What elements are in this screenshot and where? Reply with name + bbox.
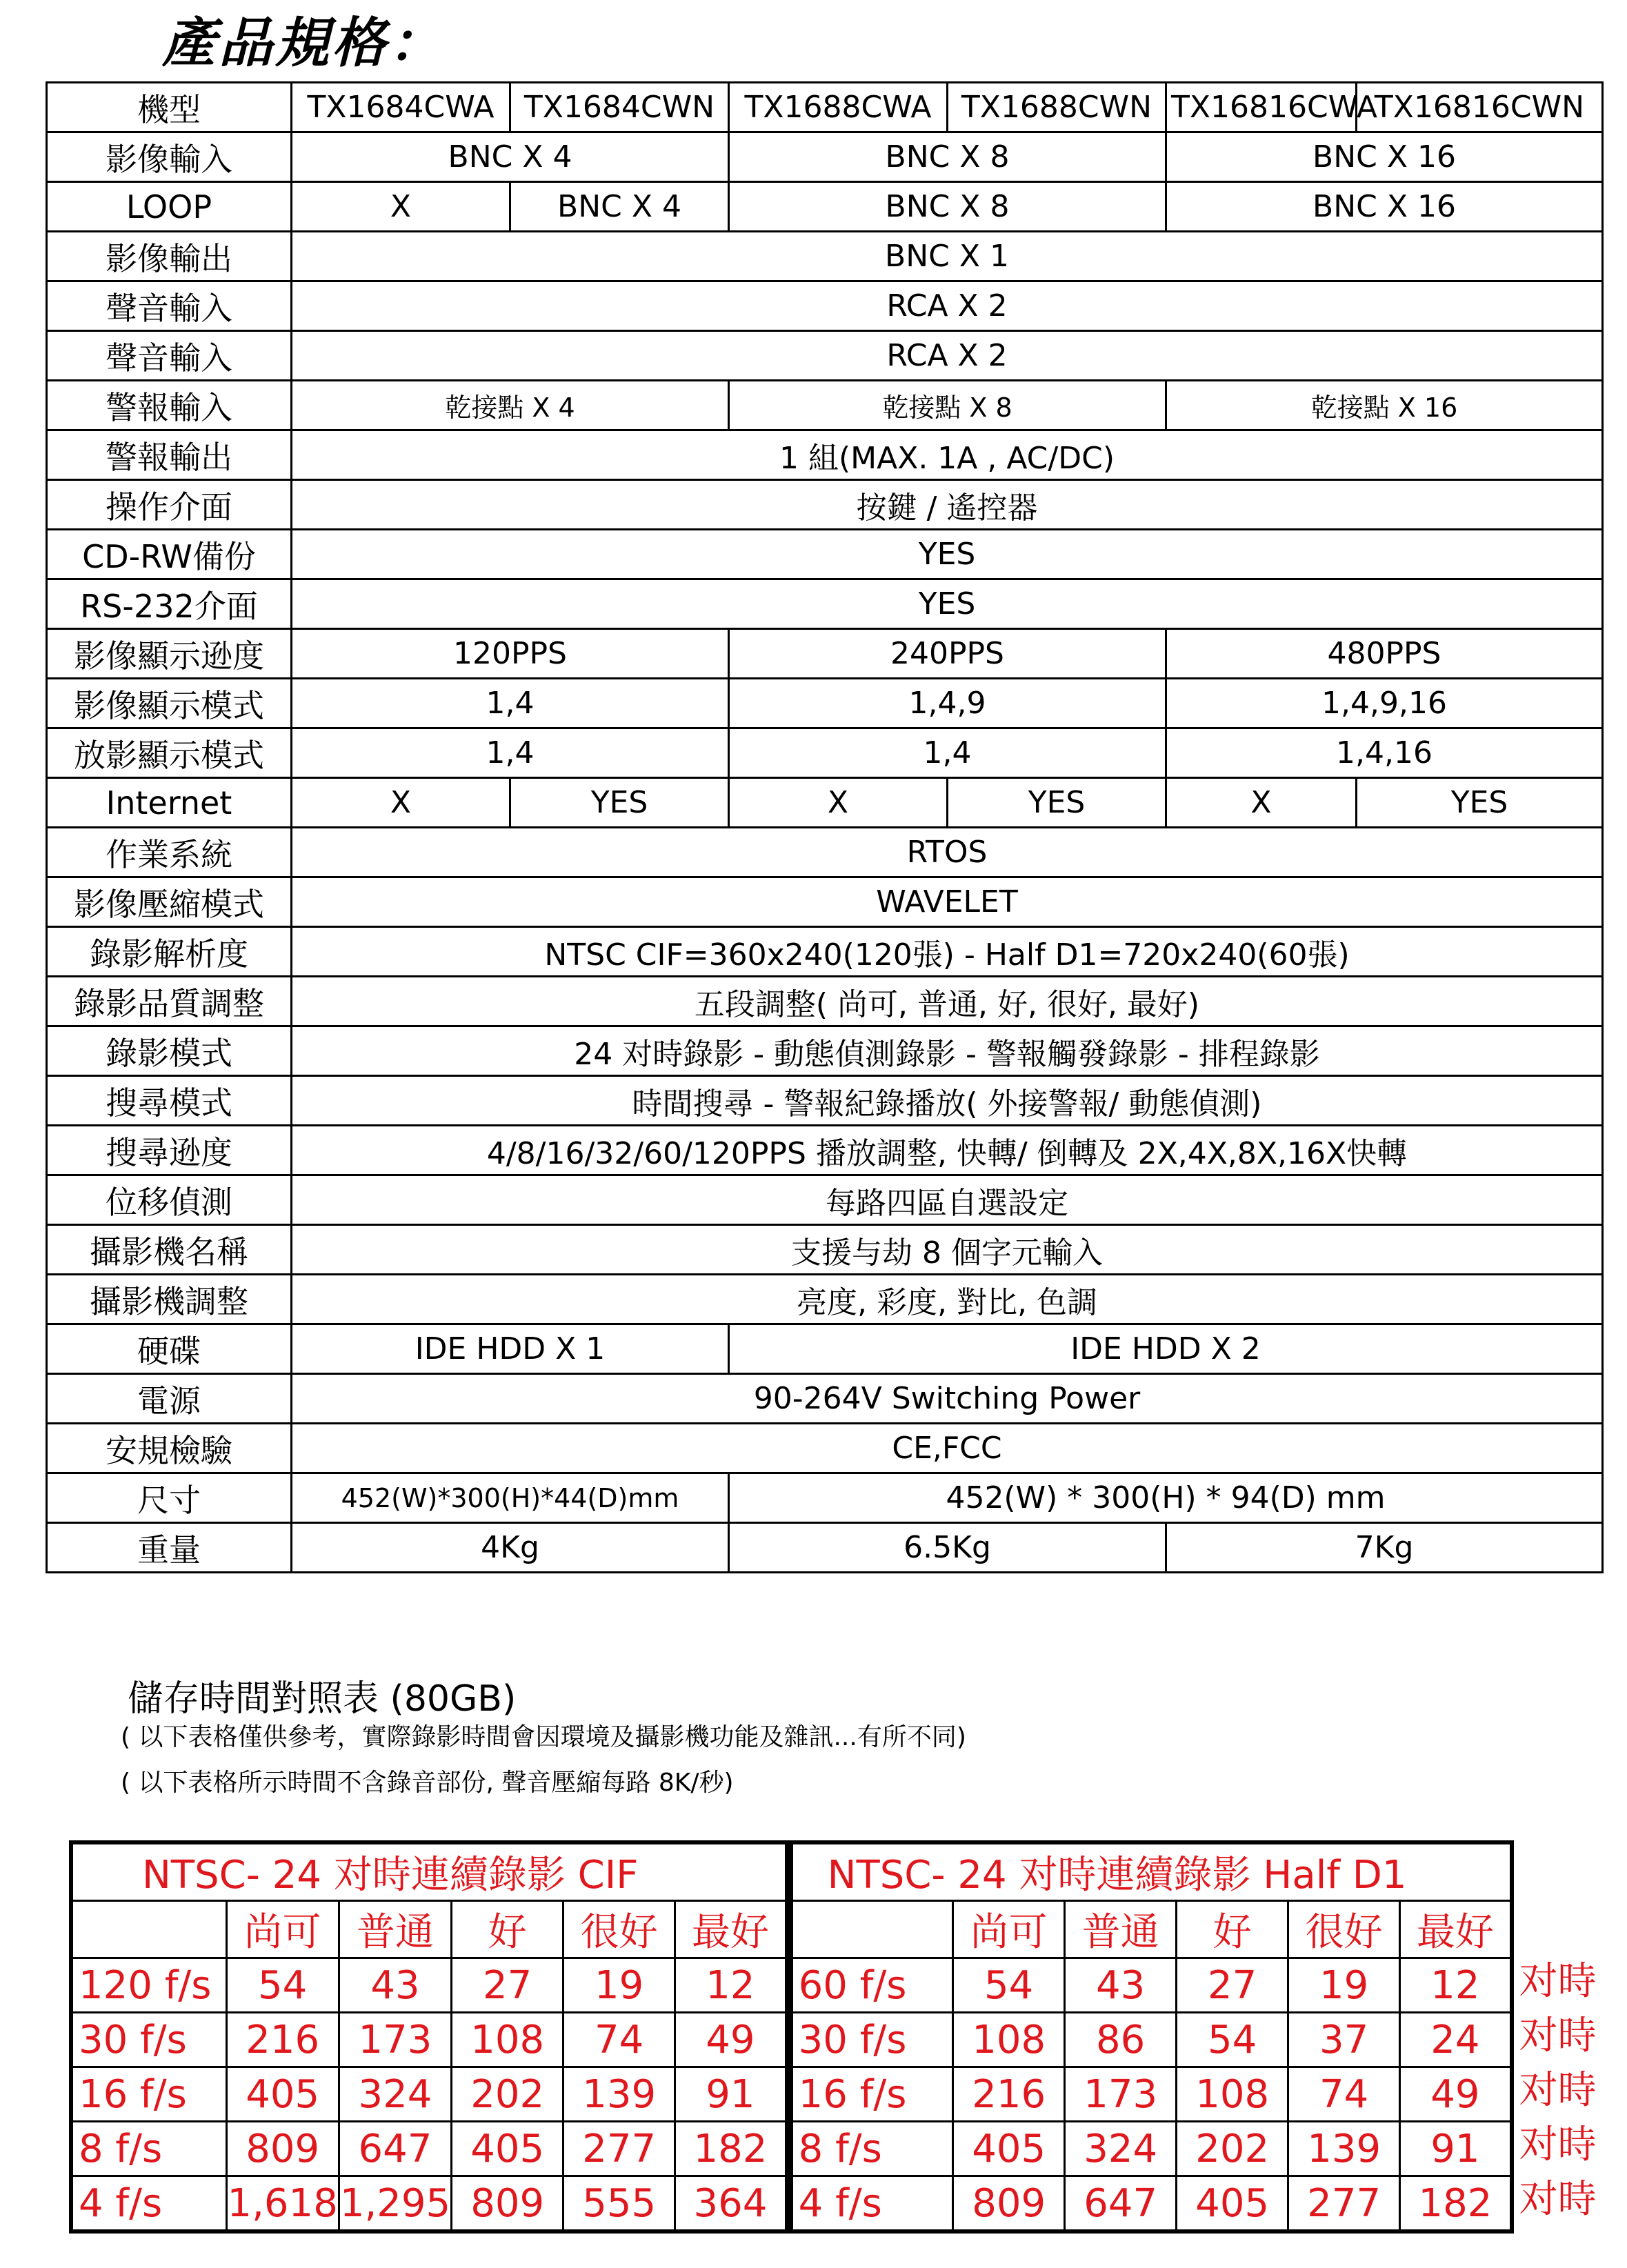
hours-cell: 405 — [953, 2122, 1065, 2176]
table-row — [791, 2067, 1512, 2122]
hours-cell: 216 — [226, 2013, 339, 2067]
value: 乾接點 X 4 — [292, 381, 729, 430]
table-row — [791, 2122, 1512, 2176]
hours-cell: 277 — [563, 2122, 675, 2176]
value: 4/8/16/32/60/120PPS 播放調整, 快轉/ 倒轉及 2X,4X,8X,16X快轉 — [292, 1126, 1603, 1175]
value: YES — [1357, 778, 1603, 828]
hours-cell: 555 — [563, 2176, 675, 2232]
hours-cell: 12 — [1400, 1958, 1512, 2013]
quality-header-row — [791, 1901, 1512, 1958]
value: 乾接點 X 8 — [729, 381, 1166, 430]
hours-cell: 809 — [953, 2176, 1065, 2232]
value: YES — [948, 778, 1166, 828]
row-cdrw — [47, 530, 1603, 579]
value: YES — [510, 778, 729, 828]
hours-cell: 182 — [1400, 2176, 1512, 2232]
rate-label: 120 f/s — [71, 1958, 226, 2013]
spec-table — [46, 81, 1604, 1573]
row-display-speed — [47, 629, 1603, 679]
hours-cell: 139 — [563, 2067, 675, 2122]
quality-header: 普通 — [339, 1901, 451, 1958]
hours-cell: 91 — [1400, 2122, 1512, 2176]
row-safety — [47, 1424, 1603, 1473]
blank-cell — [791, 1901, 953, 1958]
table-row — [71, 1958, 787, 2013]
quality-header: 好 — [452, 1901, 563, 1958]
row-playback-mode — [47, 728, 1603, 778]
row-audio-in — [47, 281, 1603, 331]
quality-header: 尚可 — [953, 1901, 1065, 1958]
hours-cell: 809 — [226, 2122, 339, 2176]
label: 安規檢驗 — [47, 1424, 292, 1473]
value: CE,FCC — [292, 1424, 1603, 1473]
row-cam-name — [47, 1225, 1603, 1275]
value: BNC X 16 — [1166, 182, 1603, 232]
value: YES — [292, 530, 1603, 579]
label: 作業系統 — [47, 828, 292, 877]
hours-cell: 182 — [675, 2122, 787, 2176]
value: 4Kg — [292, 1523, 729, 1573]
hours-cell: 202 — [452, 2067, 563, 2122]
unit-label: 对時 — [1519, 2068, 1597, 2113]
hours-cell: 405 — [452, 2122, 563, 2176]
hours-cell: 43 — [339, 1958, 451, 2013]
label: 錄影模式 — [47, 1026, 292, 1076]
label: Internet — [47, 778, 292, 828]
hours-cell: 43 — [1065, 1958, 1177, 2013]
value: 支援与劫 8 個字元輸入 — [292, 1225, 1603, 1275]
value: 120PPS — [292, 629, 729, 679]
value: 按鍵 / 遙控器 — [292, 480, 1603, 530]
half-d1-table — [789, 1840, 1514, 2234]
model-name: TX16816CWN — [1357, 83, 1603, 132]
label: 聲音輸入 — [47, 281, 292, 331]
value: 1 組(MAX. 1A , AC/DC) — [292, 430, 1603, 480]
value: NTSC CIF=360x240(120張) - Half D1=720x240(60張) — [292, 927, 1603, 977]
rate-label: 60 f/s — [791, 1958, 953, 2013]
hours-cell: 54 — [226, 1958, 339, 2013]
model-name: TX1688CWA — [729, 83, 948, 132]
hours-cell: 91 — [675, 2067, 787, 2122]
label: 影像顯示模式 — [47, 679, 292, 728]
hours-cell: 1,618 — [226, 2176, 339, 2232]
row-video-in — [47, 132, 1603, 182]
label: 位移偵測 — [47, 1175, 292, 1225]
label: 硬碟 — [47, 1324, 292, 1374]
quality-header-row — [71, 1901, 787, 1958]
hours-cell: 19 — [1288, 1958, 1400, 2013]
label: 警報輸入 — [47, 381, 292, 430]
hours-cell: 27 — [452, 1958, 563, 2013]
hours-cell: 173 — [339, 2013, 451, 2067]
rate-label: 30 f/s — [791, 2013, 953, 2067]
rate-label: 4 f/s — [71, 2176, 226, 2232]
row-motion — [47, 1175, 1603, 1225]
hours-cell: 108 — [953, 2013, 1065, 2067]
table-row — [71, 2067, 787, 2122]
row-quality — [47, 977, 1603, 1026]
value: RTOS — [292, 828, 1603, 877]
label: 操作介面 — [47, 480, 292, 530]
row-model — [47, 83, 1603, 132]
row-search-mode — [47, 1076, 1603, 1126]
value: BNC X 4 — [510, 182, 729, 232]
value: 亮度, 彩度, 對比, 色調 — [292, 1275, 1603, 1324]
table-row — [71, 2122, 787, 2176]
value: RCA X 2 — [292, 331, 1603, 381]
value: 1,4,16 — [1166, 728, 1603, 778]
label: RS-232介面 — [47, 579, 292, 629]
unit-label: 对時 — [1519, 2177, 1597, 2222]
label: 聲音輸入 — [47, 331, 292, 381]
value: 1,4 — [292, 728, 729, 778]
row-size — [47, 1473, 1603, 1523]
value: BNC X 4 — [292, 132, 729, 182]
row-search-speed — [47, 1126, 1603, 1175]
hours-cell: 74 — [1288, 2067, 1400, 2122]
label: 影像壓縮模式 — [47, 877, 292, 927]
hours-cell: 12 — [675, 1958, 787, 2013]
value: 每路四區自選設定 — [292, 1175, 1603, 1225]
hours-cell: 405 — [226, 2067, 339, 2122]
hours-cell: 108 — [452, 2013, 563, 2067]
label: 尺寸 — [47, 1473, 292, 1523]
label: 錄影解析度 — [47, 927, 292, 977]
rate-label: 4 f/s — [791, 2176, 953, 2232]
hours-cell: 19 — [563, 1958, 675, 2013]
storage-note: ( 以下表格僅供參考，實際錄影時間會因環境及攝影機功能及雜訊...有所不同) — [121, 1723, 966, 1751]
value: BNC X 16 — [1166, 132, 1603, 182]
quality-header: 尚可 — [226, 1901, 339, 1958]
row-os — [47, 828, 1603, 877]
rate-label: 8 f/s — [791, 2122, 953, 2176]
row-loop — [47, 182, 1603, 232]
value: X — [292, 778, 510, 828]
value: 1,4,9,16 — [1166, 679, 1603, 728]
hours-cell: 809 — [452, 2176, 563, 2232]
model-name: TX1684CWA — [292, 83, 510, 132]
label: 搜尋模式 — [47, 1076, 292, 1126]
value: 452(W)*300(H)*44(D)mm — [292, 1473, 729, 1523]
model-name: TX1688CWN — [948, 83, 1166, 132]
label: CD-RW備份 — [47, 530, 292, 579]
quality-header: 好 — [1177, 1901, 1288, 1958]
value: 90-264V Switching Power — [292, 1374, 1603, 1424]
row-video-out — [47, 232, 1603, 281]
label: 影像輸入 — [47, 132, 292, 182]
unit-label: 对時 — [1519, 1959, 1597, 2004]
value: IDE HDD X 1 — [292, 1324, 729, 1374]
model-name: TX1684CWN — [510, 83, 729, 132]
hours-cell: 27 — [1177, 1958, 1288, 2013]
value: 時間搜尋 - 警報紀錄播放( 外接警報/ 動態偵測) — [292, 1076, 1603, 1126]
rate-label: 30 f/s — [71, 2013, 226, 2067]
value: X — [1166, 778, 1357, 828]
table-row — [791, 2176, 1512, 2232]
hours-cell: 202 — [1177, 2122, 1288, 2176]
hours-cell: 324 — [1065, 2122, 1177, 2176]
value: 乾接點 X 16 — [1166, 381, 1603, 430]
page-title: 產品規格： — [162, 12, 446, 74]
hours-cell: 108 — [1177, 2067, 1288, 2122]
table-row — [791, 1958, 1512, 2013]
rate-label: 16 f/s — [71, 2067, 226, 2122]
value: IDE HDD X 2 — [729, 1324, 1603, 1374]
row-compression — [47, 877, 1603, 927]
table-row — [71, 2176, 787, 2232]
row-alarm-out — [47, 430, 1603, 480]
value: X — [729, 778, 948, 828]
label: LOOP — [47, 182, 292, 232]
hours-cell: 139 — [1288, 2122, 1400, 2176]
unit-label: 对時 — [1519, 2013, 1597, 2058]
hours-cell: 216 — [953, 2067, 1065, 2122]
recording-time-tables — [69, 1840, 1597, 2234]
row-resolution — [47, 927, 1603, 977]
cif-table — [69, 1840, 789, 2234]
value: 1,4 — [292, 679, 729, 728]
value: 452(W) * 300(H) * 94(D) mm — [729, 1473, 1603, 1523]
label: 攝影機名稱 — [47, 1225, 292, 1275]
row-internet — [47, 778, 1603, 828]
unit-label: 对時 — [1519, 2122, 1597, 2167]
value: X — [292, 182, 510, 232]
value: 240PPS — [729, 629, 1166, 679]
quality-header: 最好 — [675, 1901, 787, 1958]
hours-cell: 364 — [675, 2176, 787, 2232]
row-weight — [47, 1523, 1603, 1573]
label: 電源 — [47, 1374, 292, 1424]
row-cam-adjust — [47, 1275, 1603, 1324]
value: BNC X 8 — [729, 182, 1166, 232]
storage-note: ( 以下表格所示時間不含錄音部份, 聲音壓縮每路 8K/秒) — [121, 1769, 734, 1797]
value: 1,4,9 — [729, 679, 1166, 728]
row-ui — [47, 480, 1603, 530]
hours-cell: 74 — [563, 2013, 675, 2067]
quality-header: 很好 — [563, 1901, 675, 1958]
value: 五段調整( 尚可, 普通, 好, 很好, 最好) — [292, 977, 1603, 1026]
row-audio-in-2 — [47, 331, 1603, 381]
value: BNC X 8 — [729, 132, 1166, 182]
label: 影像輸出 — [47, 232, 292, 281]
row-alarm-in — [47, 381, 1603, 430]
hours-cell: 37 — [1288, 2013, 1400, 2067]
label: 搜尋逊度 — [47, 1126, 292, 1175]
rate-label: 8 f/s — [71, 2122, 226, 2176]
row-rec-mode — [47, 1026, 1603, 1076]
hours-cell: 277 — [1288, 2176, 1400, 2232]
label: 放影顯示模式 — [47, 728, 292, 778]
value: YES — [292, 579, 1603, 629]
hours-cell: 49 — [1400, 2067, 1512, 2122]
half-d1-caption: NTSC- 24 对時連續錄影 Half D1 — [791, 1842, 1512, 1901]
value: 1,4 — [729, 728, 1166, 778]
value: 6.5Kg — [729, 1523, 1166, 1573]
row-rs232 — [47, 579, 1603, 629]
value: 480PPS — [1166, 629, 1603, 679]
hours-cell: 1,295 — [339, 2176, 451, 2232]
hours-cell: 24 — [1400, 2013, 1512, 2067]
hours-cell: 647 — [1065, 2176, 1177, 2232]
rate-label: 16 f/s — [791, 2067, 953, 2122]
value: 7Kg — [1166, 1523, 1603, 1573]
quality-header: 最好 — [1400, 1901, 1512, 1958]
value: RCA X 2 — [292, 281, 1603, 331]
hours-cell: 173 — [1065, 2067, 1177, 2122]
quality-header: 很好 — [1288, 1901, 1400, 1958]
blank-cell — [71, 1901, 226, 1958]
label: 重量 — [47, 1523, 292, 1573]
hours-cell: 49 — [675, 2013, 787, 2067]
table-row — [71, 2013, 787, 2067]
label-model: 機型 — [47, 83, 292, 132]
hours-cell: 86 — [1065, 2013, 1177, 2067]
row-hdd — [47, 1324, 1603, 1374]
hours-cell: 54 — [1177, 2013, 1288, 2067]
table-row — [791, 2013, 1512, 2067]
unit-column — [1519, 1840, 1597, 2227]
hours-cell: 405 — [1177, 2176, 1288, 2232]
label: 攝影機調整 — [47, 1275, 292, 1324]
row-display-mode — [47, 679, 1603, 728]
label: 錄影品質調整 — [47, 977, 292, 1026]
row-power — [47, 1374, 1603, 1424]
quality-header: 普通 — [1065, 1901, 1177, 1958]
value: WAVELET — [292, 877, 1603, 927]
model-name: TX16816CWA — [1166, 83, 1357, 132]
label: 影像顯示逊度 — [47, 629, 292, 679]
label: 警報輸出 — [47, 430, 292, 480]
hours-cell: 324 — [339, 2067, 451, 2122]
value: BNC X 1 — [292, 232, 1603, 281]
hours-cell: 647 — [339, 2122, 451, 2176]
cif-caption: NTSC- 24 对時連續錄影 CIF — [71, 1842, 787, 1901]
hours-cell: 54 — [953, 1958, 1065, 2013]
storage-title: 儲存時間對照表 (80GB) — [128, 1678, 517, 1720]
value: 24 对時錄影 - 動態偵測錄影 - 警報觸發錄影 - 排程錄影 — [292, 1026, 1603, 1076]
